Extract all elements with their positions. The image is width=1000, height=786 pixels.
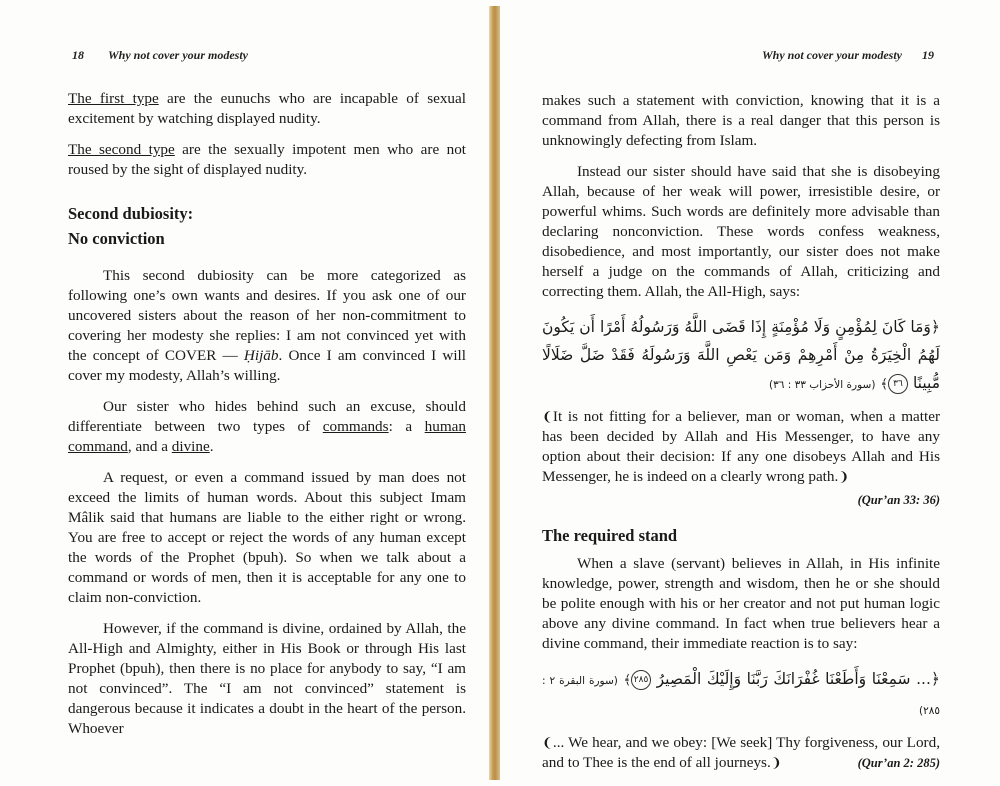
heading-second-dubiosity: Second dubiosity:	[68, 204, 194, 223]
arabic-reference: (سورة البقرة ٢ : ٢٨٥)	[542, 675, 940, 717]
book-gutter	[489, 6, 500, 780]
paragraph: Our sister who hides behind such an excuse, should differentiate between two types of commands: a human command, and a divine.	[68, 398, 466, 455]
quran-citation: (Qur’an 2: 285)	[857, 756, 940, 770]
left-page	[0, 0, 489, 786]
verse-translation: ❨It is not fitting for a believer, man or woman, when a matter has been decided by Allah and His Messenger, to have any option about their decision: If any one disobeys Allah and His Messenger, he is indeed on a clearly wrong path.❩	[542, 408, 940, 485]
paragraph: Instead our sister should have said that she is disobeying Allah, because of her weak will power, irresistible desire, or powerful whims. Such words are definitely more advisable than declaring nonconviction. These words confess weakness, disobedience, and most importantly, our sister does not make herself a judge on the commands of Allah, criticizing and correcting them. Allah, the All-High, says:	[542, 163, 940, 300]
ornament-bracket-icon: ﴾	[880, 377, 888, 392]
ornament-bracket-icon: ﴾	[623, 673, 632, 688]
quran-citation: (Qur’an 33: 36)	[857, 493, 940, 507]
verse-number-marker: ٣٦	[888, 374, 908, 394]
term-first-type: The first type	[68, 90, 159, 107]
arabic-verse: ﴿وَمَا كَانَ لِمُؤْمِنٍ وَلَا مُؤْمِنَةٍ إِذَا قَضَى اللَّهُ وَرَسُولُهُ أَمْرًا أَن يَكُونَ لَهُمُ الْخِيَرَةُ مِنْ أَمْرِهِمْ وَمَن يَعْصِ اللَّهَ وَرَسُولَهُ فَقَدْ ضَلَّ ضَلَالًا مُّبِينًا ٣٦﴾ (سورة الأحزاب ٣٣ : ٣٦)	[542, 318, 940, 392]
ornament-open-icon: ❨	[542, 735, 553, 750]
paragraph: When a slave (servant) believes in Allah, in His infinite knowledge, power, strength and wisdom, then he or she should be polite enough with his or her creator and not put human logic above any divine command. In fact when true believers hear a divine command, their immediate reaction is to say:	[542, 555, 940, 652]
paragraph: makes such a statement with conviction, knowing that it is a command from Allah, there is a real danger that this person is unknowingly defecting from Islam.	[542, 92, 940, 149]
right-page-body	[542, 91, 940, 784]
verse-translation: ❨... We hear, and we obey: [We seek] Thy forgiveness, our Lord, and to Thee is the end of all journeys.❩ (Qur’an 2: 285)	[542, 734, 940, 771]
paragraph-second-type: The second type are the sexually impotent men who are not roused by the sight of displayed nudity.	[68, 141, 467, 178]
paragraph: However, if the command is divine, ordained by Allah, the All-High and Almighty, either in His Book or through His last Prophet (bpuh), then there is no place for anybody to say, “I am not convinced”. The “I am not convinced” statement is dangerous because it indicates a doubt in the heart of the person. Whoever	[68, 620, 466, 737]
page-number: 19	[922, 48, 934, 62]
heading-no-conviction: No conviction	[68, 229, 165, 248]
heading-required-stand: The required stand	[542, 526, 678, 545]
paragraph: This second dubiosity can be more categorized as following one’s own wants and desires. If you ask one of our uncovered sisters about the reason of her non-commitment to covering her modesty she replies: I am not convinced yet with the concept of COVER — Ḥijāb. Once I am convinced I will cover my modesty, Allah’s willing.	[68, 267, 466, 384]
arabic-reference: (سورة الأحزاب ٣٣ : ٣٦)	[768, 379, 876, 391]
verse-number-marker: ٢٨٥	[631, 670, 651, 690]
ornament-close-icon: ❩	[838, 469, 850, 484]
paragraph: A request, or even a command issued by man does not exceed the limits of human words. About this subject Imam Mâlik said that humans are liable to the either right or wrong. You are free to accept or reject the words of any human except the words of the Prophet (bpuh). So when we talk about a command or words of men, then it is acceptable for any one to claim non-conviction.	[68, 469, 466, 606]
running-title: Why not cover your modesty	[762, 48, 902, 62]
paragraph-first-type: The first type are the eunuchs who are incapable of sexual excitement by watching displayed nudity.	[68, 90, 466, 127]
term-second-type: The second type	[68, 141, 175, 158]
section-heading	[68, 201, 466, 251]
ornament-open-icon: ❨	[542, 409, 553, 424]
left-page-body	[68, 89, 466, 750]
page-number: 18	[72, 48, 84, 62]
running-title: Why not cover your modesty	[108, 48, 248, 62]
right-page	[500, 0, 1000, 786]
arabic-verse: ﴿... سَمِعْنَا وَأَطَعْنَا غُفْرَانَكَ رَبَّنَا وَإِلَيْكَ الْمَصِيرُ ٢٨٥﴾ (سورة البقرة ٢ : ٢٨٥)	[542, 670, 940, 717]
ornament-close-icon: ❩	[770, 755, 782, 770]
